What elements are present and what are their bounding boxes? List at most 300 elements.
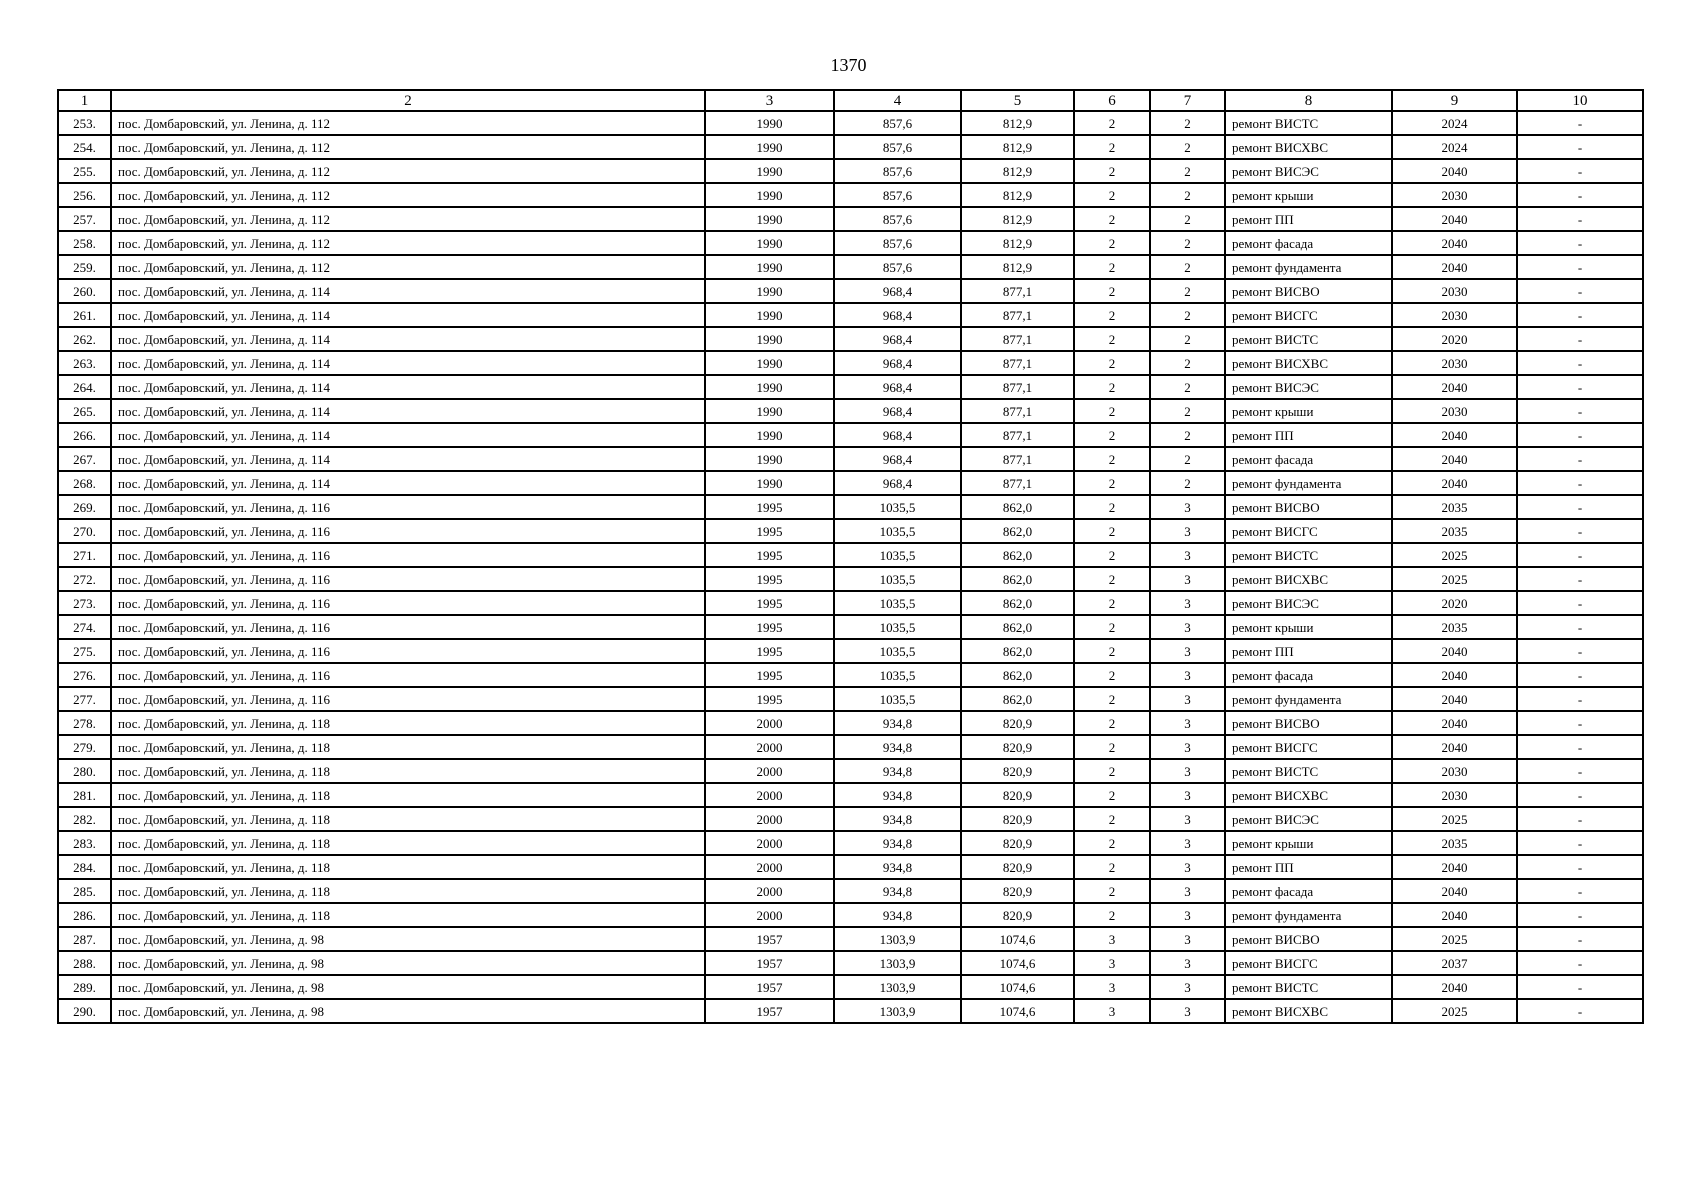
cell-planned-year: 2040	[1392, 447, 1517, 471]
cell-floors: 2	[1074, 663, 1150, 687]
cell-address: пос. Домбаровский, ул. Ленина, д. 118	[111, 807, 705, 831]
cell-living-area: 877,1	[961, 447, 1074, 471]
cell-year-built: 1957	[705, 975, 834, 999]
cell-year-built: 1990	[705, 255, 834, 279]
cell-entrances: 3	[1150, 687, 1225, 711]
cell-note: -	[1517, 207, 1643, 231]
cell-planned-year: 2040	[1392, 423, 1517, 447]
cell-work-type: ремонт ВИСХВС	[1225, 351, 1392, 375]
cell-planned-year: 2030	[1392, 783, 1517, 807]
cell-total-area: 968,4	[834, 351, 961, 375]
cell-floors: 3	[1074, 999, 1150, 1023]
column-header: 1	[58, 90, 111, 111]
cell-address: пос. Домбаровский, ул. Ленина, д. 114	[111, 351, 705, 375]
table-row	[58, 783, 1643, 807]
cell-work-type: ремонт ВИСГС	[1225, 951, 1392, 975]
cell-year-built: 1990	[705, 375, 834, 399]
cell-work-type: ремонт фундамента	[1225, 687, 1392, 711]
cell-work-type: ремонт ВИСХВС	[1225, 567, 1392, 591]
cell-address: пос. Домбаровский, ул. Ленина, д. 98	[111, 927, 705, 951]
table-row	[58, 663, 1643, 687]
cell-address: пос. Домбаровский, ул. Ленина, д. 118	[111, 735, 705, 759]
cell-address: пос. Домбаровский, ул. Ленина, д. 112	[111, 183, 705, 207]
cell-planned-year: 2040	[1392, 903, 1517, 927]
cell-note: -	[1517, 495, 1643, 519]
cell-floors: 2	[1074, 783, 1150, 807]
cell-note: -	[1517, 999, 1643, 1023]
cell-year-built: 1990	[705, 447, 834, 471]
cell-note: -	[1517, 303, 1643, 327]
cell-year-built: 1995	[705, 591, 834, 615]
cell-floors: 2	[1074, 831, 1150, 855]
cell-floors: 2	[1074, 279, 1150, 303]
cell-planned-year: 2035	[1392, 831, 1517, 855]
cell-address: пос. Домбаровский, ул. Ленина, д. 118	[111, 711, 705, 735]
cell-planned-year: 2040	[1392, 471, 1517, 495]
cell-living-area: 812,9	[961, 255, 1074, 279]
cell-work-type: ремонт ВИСЭС	[1225, 159, 1392, 183]
cell-work-type: ремонт ПП	[1225, 639, 1392, 663]
cell-living-area: 812,9	[961, 135, 1074, 159]
cell-year-built: 2000	[705, 711, 834, 735]
cell-living-area: 862,0	[961, 663, 1074, 687]
cell-living-area: 820,9	[961, 735, 1074, 759]
column-header: 10	[1517, 90, 1643, 111]
cell-work-type: ремонт ВИСВО	[1225, 279, 1392, 303]
cell-floors: 2	[1074, 543, 1150, 567]
cell-living-area: 820,9	[961, 879, 1074, 903]
cell-planned-year: 2040	[1392, 663, 1517, 687]
column-header: 2	[111, 90, 705, 111]
cell-entrances: 2	[1150, 423, 1225, 447]
cell-total-area: 968,4	[834, 423, 961, 447]
cell-work-type: ремонт ВИСГС	[1225, 303, 1392, 327]
cell-year-built: 1957	[705, 927, 834, 951]
cell-planned-year: 2025	[1392, 807, 1517, 831]
cell-work-type: ремонт ВИСВО	[1225, 927, 1392, 951]
cell-living-area: 862,0	[961, 495, 1074, 519]
table-row	[58, 447, 1643, 471]
cell-living-area: 862,0	[961, 687, 1074, 711]
cell-planned-year: 2037	[1392, 951, 1517, 975]
cell-floors: 2	[1074, 327, 1150, 351]
cell-floors: 2	[1074, 423, 1150, 447]
column-header: 8	[1225, 90, 1392, 111]
cell-floors: 2	[1074, 687, 1150, 711]
cell-row-number: 282.	[58, 807, 111, 831]
cell-total-area: 1303,9	[834, 951, 961, 975]
cell-entrances: 3	[1150, 567, 1225, 591]
cell-row-number: 254.	[58, 135, 111, 159]
cell-planned-year: 2040	[1392, 711, 1517, 735]
cell-living-area: 1074,6	[961, 975, 1074, 999]
cell-total-area: 934,8	[834, 831, 961, 855]
cell-work-type: ремонт ВИСТС	[1225, 543, 1392, 567]
cell-floors: 2	[1074, 879, 1150, 903]
cell-note: -	[1517, 111, 1643, 135]
cell-note: -	[1517, 591, 1643, 615]
cell-work-type: ремонт ВИСГС	[1225, 735, 1392, 759]
cell-total-area: 857,6	[834, 159, 961, 183]
cell-entrances: 2	[1150, 159, 1225, 183]
cell-address: пос. Домбаровский, ул. Ленина, д. 112	[111, 255, 705, 279]
cell-entrances: 3	[1150, 879, 1225, 903]
cell-living-area: 820,9	[961, 759, 1074, 783]
cell-year-built: 1995	[705, 639, 834, 663]
cell-total-area: 1035,5	[834, 519, 961, 543]
column-header: 7	[1150, 90, 1225, 111]
column-header: 4	[834, 90, 961, 111]
cell-address: пос. Домбаровский, ул. Ленина, д. 112	[111, 111, 705, 135]
cell-entrances: 3	[1150, 927, 1225, 951]
cell-note: -	[1517, 567, 1643, 591]
cell-row-number: 286.	[58, 903, 111, 927]
cell-row-number: 267.	[58, 447, 111, 471]
cell-floors: 2	[1074, 495, 1150, 519]
cell-year-built: 1995	[705, 615, 834, 639]
table-row	[58, 759, 1643, 783]
cell-entrances: 3	[1150, 519, 1225, 543]
cell-planned-year: 2025	[1392, 567, 1517, 591]
cell-year-built: 1990	[705, 279, 834, 303]
cell-living-area: 820,9	[961, 903, 1074, 927]
table-row	[58, 927, 1643, 951]
cell-floors: 2	[1074, 399, 1150, 423]
cell-entrances: 2	[1150, 399, 1225, 423]
cell-work-type: ремонт ВИСТС	[1225, 975, 1392, 999]
cell-row-number: 255.	[58, 159, 111, 183]
cell-row-number: 269.	[58, 495, 111, 519]
cell-total-area: 934,8	[834, 711, 961, 735]
cell-row-number: 259.	[58, 255, 111, 279]
cell-total-area: 1035,5	[834, 543, 961, 567]
cell-year-built: 1995	[705, 663, 834, 687]
cell-year-built: 1990	[705, 303, 834, 327]
cell-entrances: 2	[1150, 207, 1225, 231]
cell-address: пос. Домбаровский, ул. Ленина, д. 114	[111, 327, 705, 351]
cell-address: пос. Домбаровский, ул. Ленина, д. 114	[111, 375, 705, 399]
cell-total-area: 934,8	[834, 735, 961, 759]
cell-total-area: 934,8	[834, 903, 961, 927]
cell-entrances: 2	[1150, 111, 1225, 135]
cell-planned-year: 2035	[1392, 519, 1517, 543]
cell-note: -	[1517, 639, 1643, 663]
cell-work-type: ремонт ВИСХВС	[1225, 999, 1392, 1023]
cell-row-number: 276.	[58, 663, 111, 687]
cell-row-number: 288.	[58, 951, 111, 975]
cell-address: пос. Домбаровский, ул. Ленина, д. 118	[111, 903, 705, 927]
cell-year-built: 2000	[705, 735, 834, 759]
cell-planned-year: 2040	[1392, 207, 1517, 231]
cell-living-area: 820,9	[961, 855, 1074, 879]
cell-work-type: ремонт ПП	[1225, 423, 1392, 447]
cell-row-number: 278.	[58, 711, 111, 735]
cell-address: пос. Домбаровский, ул. Ленина, д. 116	[111, 663, 705, 687]
cell-floors: 2	[1074, 519, 1150, 543]
cell-planned-year: 2025	[1392, 927, 1517, 951]
cell-row-number: 263.	[58, 351, 111, 375]
cell-note: -	[1517, 351, 1643, 375]
table-row	[58, 159, 1643, 183]
table-row	[58, 543, 1643, 567]
cell-entrances: 3	[1150, 591, 1225, 615]
cell-living-area: 862,0	[961, 519, 1074, 543]
cell-planned-year: 2040	[1392, 255, 1517, 279]
cell-planned-year: 2024	[1392, 135, 1517, 159]
cell-total-area: 1035,5	[834, 495, 961, 519]
cell-living-area: 877,1	[961, 399, 1074, 423]
cell-year-built: 1957	[705, 951, 834, 975]
document-table-container	[57, 89, 1644, 1024]
cell-work-type: ремонт ВИСТС	[1225, 327, 1392, 351]
table-row	[58, 591, 1643, 615]
cell-work-type: ремонт ВИСЭС	[1225, 375, 1392, 399]
table-row	[58, 831, 1643, 855]
table-row	[58, 351, 1643, 375]
cell-floors: 2	[1074, 567, 1150, 591]
cell-living-area: 1074,6	[961, 927, 1074, 951]
cell-year-built: 1990	[705, 351, 834, 375]
cell-living-area: 877,1	[961, 423, 1074, 447]
document-table	[57, 89, 1644, 1024]
cell-row-number: 268.	[58, 471, 111, 495]
cell-floors: 2	[1074, 591, 1150, 615]
cell-address: пос. Домбаровский, ул. Ленина, д. 114	[111, 399, 705, 423]
cell-address: пос. Домбаровский, ул. Ленина, д. 116	[111, 519, 705, 543]
cell-floors: 2	[1074, 351, 1150, 375]
table-row	[58, 519, 1643, 543]
page-number: 1370	[830, 55, 867, 75]
cell-floors: 2	[1074, 159, 1150, 183]
cell-address: пос. Домбаровский, ул. Ленина, д. 114	[111, 423, 705, 447]
cell-entrances: 3	[1150, 639, 1225, 663]
cell-planned-year: 2030	[1392, 279, 1517, 303]
cell-note: -	[1517, 135, 1643, 159]
cell-row-number: 290.	[58, 999, 111, 1023]
cell-floors: 3	[1074, 927, 1150, 951]
cell-living-area: 862,0	[961, 567, 1074, 591]
cell-total-area: 857,6	[834, 207, 961, 231]
cell-row-number: 266.	[58, 423, 111, 447]
cell-work-type: ремонт ПП	[1225, 855, 1392, 879]
table-row	[58, 255, 1643, 279]
cell-note: -	[1517, 183, 1643, 207]
cell-row-number: 265.	[58, 399, 111, 423]
cell-entrances: 2	[1150, 183, 1225, 207]
cell-address: пос. Домбаровский, ул. Ленина, д. 116	[111, 543, 705, 567]
cell-year-built: 2000	[705, 831, 834, 855]
cell-note: -	[1517, 447, 1643, 471]
cell-work-type: ремонт фасада	[1225, 663, 1392, 687]
cell-year-built: 2000	[705, 903, 834, 927]
cell-planned-year: 2040	[1392, 855, 1517, 879]
cell-total-area: 934,8	[834, 759, 961, 783]
cell-note: -	[1517, 903, 1643, 927]
cell-living-area: 812,9	[961, 159, 1074, 183]
cell-note: -	[1517, 231, 1643, 255]
cell-entrances: 3	[1150, 783, 1225, 807]
cell-planned-year: 2030	[1392, 183, 1517, 207]
cell-total-area: 1035,5	[834, 567, 961, 591]
cell-work-type: ремонт ВИСВО	[1225, 495, 1392, 519]
cell-living-area: 812,9	[961, 207, 1074, 231]
table-row	[58, 903, 1643, 927]
cell-floors: 3	[1074, 975, 1150, 999]
cell-work-type: ремонт крыши	[1225, 615, 1392, 639]
cell-year-built: 1990	[705, 207, 834, 231]
cell-living-area: 862,0	[961, 639, 1074, 663]
cell-year-built: 2000	[705, 855, 834, 879]
cell-floors: 3	[1074, 951, 1150, 975]
cell-living-area: 820,9	[961, 711, 1074, 735]
cell-entrances: 2	[1150, 231, 1225, 255]
cell-address: пос. Домбаровский, ул. Ленина, д. 114	[111, 303, 705, 327]
table-row	[58, 735, 1643, 759]
cell-total-area: 1303,9	[834, 975, 961, 999]
cell-address: пос. Домбаровский, ул. Ленина, д. 118	[111, 831, 705, 855]
cell-floors: 2	[1074, 759, 1150, 783]
column-header: 5	[961, 90, 1074, 111]
cell-row-number: 285.	[58, 879, 111, 903]
cell-row-number: 273.	[58, 591, 111, 615]
cell-note: -	[1517, 423, 1643, 447]
table-row	[58, 567, 1643, 591]
cell-row-number: 258.	[58, 231, 111, 255]
cell-note: -	[1517, 375, 1643, 399]
cell-total-area: 1035,5	[834, 591, 961, 615]
cell-year-built: 1990	[705, 327, 834, 351]
cell-row-number: 262.	[58, 327, 111, 351]
cell-living-area: 812,9	[961, 183, 1074, 207]
cell-planned-year: 2040	[1392, 159, 1517, 183]
cell-living-area: 877,1	[961, 375, 1074, 399]
cell-total-area: 1035,5	[834, 615, 961, 639]
cell-address: пос. Домбаровский, ул. Ленина, д. 98	[111, 951, 705, 975]
cell-planned-year: 2024	[1392, 111, 1517, 135]
cell-total-area: 968,4	[834, 327, 961, 351]
cell-year-built: 2000	[705, 783, 834, 807]
cell-work-type: ремонт фасада	[1225, 231, 1392, 255]
cell-note: -	[1517, 783, 1643, 807]
cell-total-area: 968,4	[834, 447, 961, 471]
cell-note: -	[1517, 855, 1643, 879]
cell-row-number: 261.	[58, 303, 111, 327]
table-row	[58, 495, 1643, 519]
cell-address: пос. Домбаровский, ул. Ленина, д. 98	[111, 999, 705, 1023]
cell-total-area: 968,4	[834, 303, 961, 327]
cell-year-built: 1990	[705, 423, 834, 447]
cell-note: -	[1517, 711, 1643, 735]
table-row	[58, 999, 1643, 1023]
table-row	[58, 111, 1643, 135]
cell-entrances: 2	[1150, 279, 1225, 303]
cell-entrances: 3	[1150, 975, 1225, 999]
cell-year-built: 1995	[705, 519, 834, 543]
cell-work-type: ремонт ПП	[1225, 207, 1392, 231]
table-row	[58, 135, 1643, 159]
cell-row-number: 264.	[58, 375, 111, 399]
cell-note: -	[1517, 615, 1643, 639]
header-row	[58, 90, 1643, 111]
cell-note: -	[1517, 255, 1643, 279]
cell-total-area: 1035,5	[834, 687, 961, 711]
cell-entrances: 3	[1150, 831, 1225, 855]
cell-living-area: 862,0	[961, 543, 1074, 567]
cell-year-built: 2000	[705, 759, 834, 783]
cell-living-area: 862,0	[961, 615, 1074, 639]
cell-row-number: 272.	[58, 567, 111, 591]
table-row	[58, 807, 1643, 831]
table-row	[58, 711, 1643, 735]
cell-note: -	[1517, 519, 1643, 543]
cell-living-area: 812,9	[961, 111, 1074, 135]
cell-total-area: 934,8	[834, 855, 961, 879]
cell-living-area: 812,9	[961, 231, 1074, 255]
cell-address: пос. Домбаровский, ул. Ленина, д. 114	[111, 471, 705, 495]
cell-address: пос. Домбаровский, ул. Ленина, д. 116	[111, 591, 705, 615]
cell-total-area: 857,6	[834, 183, 961, 207]
cell-floors: 2	[1074, 303, 1150, 327]
cell-living-area: 820,9	[961, 783, 1074, 807]
cell-row-number: 281.	[58, 783, 111, 807]
table-body	[58, 111, 1643, 1023]
cell-planned-year: 2030	[1392, 759, 1517, 783]
cell-row-number: 257.	[58, 207, 111, 231]
cell-year-built: 1990	[705, 183, 834, 207]
cell-total-area: 1303,9	[834, 999, 961, 1023]
cell-entrances: 2	[1150, 135, 1225, 159]
cell-total-area: 1035,5	[834, 663, 961, 687]
cell-address: пос. Домбаровский, ул. Ленина, д. 114	[111, 279, 705, 303]
cell-year-built: 2000	[705, 879, 834, 903]
cell-planned-year: 2020	[1392, 591, 1517, 615]
cell-address: пос. Домбаровский, ул. Ленина, д. 116	[111, 615, 705, 639]
cell-floors: 2	[1074, 639, 1150, 663]
cell-floors: 2	[1074, 375, 1150, 399]
cell-floors: 2	[1074, 447, 1150, 471]
cell-note: -	[1517, 543, 1643, 567]
cell-total-area: 968,4	[834, 375, 961, 399]
table-row	[58, 855, 1643, 879]
cell-address: пос. Домбаровский, ул. Ленина, д. 116	[111, 687, 705, 711]
cell-address: пос. Домбаровский, ул. Ленина, д. 116	[111, 495, 705, 519]
cell-address: пос. Домбаровский, ул. Ленина, д. 112	[111, 231, 705, 255]
cell-entrances: 3	[1150, 807, 1225, 831]
cell-planned-year: 2040	[1392, 639, 1517, 663]
cell-total-area: 857,6	[834, 135, 961, 159]
cell-address: пос. Домбаровский, ул. Ленина, д. 116	[111, 567, 705, 591]
cell-row-number: 275.	[58, 639, 111, 663]
cell-total-area: 1303,9	[834, 927, 961, 951]
column-header: 6	[1074, 90, 1150, 111]
cell-planned-year: 2040	[1392, 735, 1517, 759]
cell-note: -	[1517, 159, 1643, 183]
cell-row-number: 274.	[58, 615, 111, 639]
cell-row-number: 256.	[58, 183, 111, 207]
cell-year-built: 1990	[705, 471, 834, 495]
cell-floors: 2	[1074, 183, 1150, 207]
cell-row-number: 284.	[58, 855, 111, 879]
table-row	[58, 303, 1643, 327]
cell-entrances: 3	[1150, 711, 1225, 735]
cell-living-area: 862,0	[961, 591, 1074, 615]
cell-total-area: 857,6	[834, 255, 961, 279]
cell-year-built: 2000	[705, 807, 834, 831]
cell-planned-year: 2030	[1392, 351, 1517, 375]
cell-living-area: 877,1	[961, 279, 1074, 303]
cell-entrances: 2	[1150, 351, 1225, 375]
cell-planned-year: 2035	[1392, 495, 1517, 519]
